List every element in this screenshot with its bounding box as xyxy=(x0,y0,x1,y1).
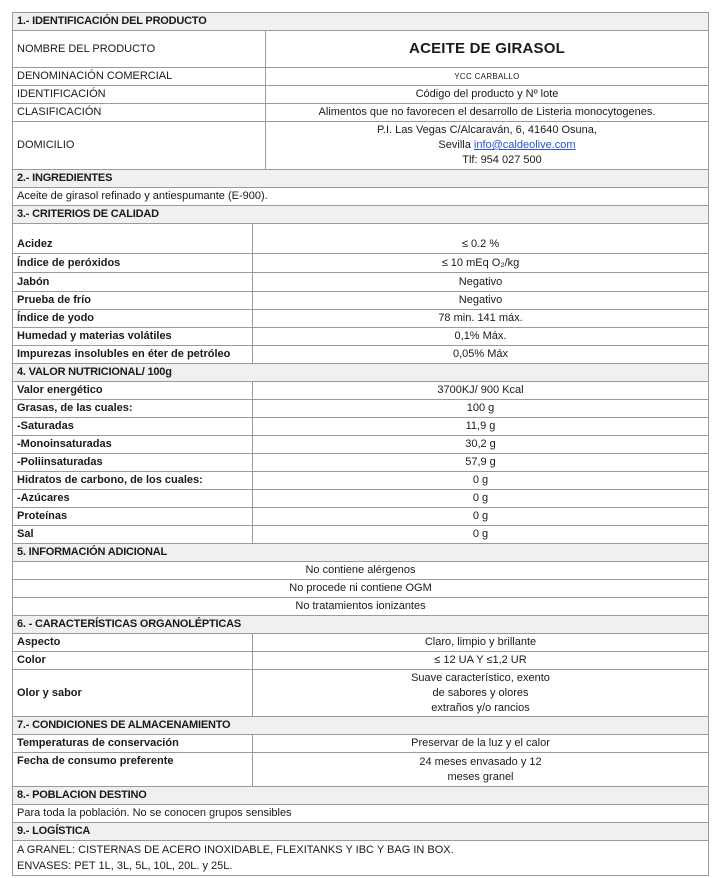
label-grasas: Grasas, de las cuales: xyxy=(13,400,253,418)
label-impurezas: Impurezas insolubles en éter de petróleo xyxy=(13,346,253,364)
section-criterios-calidad xyxy=(12,205,709,364)
temperaturas-value: Preservar de la luz y el calor xyxy=(253,735,709,753)
denominacion-value: YCC CARBALLO xyxy=(454,72,520,81)
section-ingredientes xyxy=(12,169,709,206)
label-nombre-producto: NOMBRE DEL PRODUCTO xyxy=(13,31,266,68)
label-color: Color xyxy=(13,652,253,670)
monoinsaturadas-value: 30,2 g xyxy=(253,436,709,454)
peroxidos-value: ≤ 10 mEq O₂/kg xyxy=(253,254,709,273)
impurezas-value: 0,05% Máx xyxy=(253,346,709,364)
jabon-value: Negativo xyxy=(253,273,709,292)
section-poblacion-destino xyxy=(12,786,709,823)
section-identificacion xyxy=(12,12,709,170)
valor-energetico-value: 3700KJ/ 900 Kcal xyxy=(253,382,709,400)
section-title: 7.- CONDICIONES DE ALMACENAMIENTO xyxy=(13,717,709,735)
label-humedad: Humedad y materias volátiles xyxy=(13,328,253,346)
product-name: ACEITE DE GIRASOL xyxy=(409,39,565,57)
humedad-value: 0,1% Máx. xyxy=(253,328,709,346)
label-clasificacion: CLASIFICACIÓN xyxy=(13,104,266,122)
label-temperaturas: Temperaturas de conservación xyxy=(13,735,253,753)
label-jabon: Jabón xyxy=(13,273,253,292)
label-denominacion: DENOMINACIÓN COMERCIAL xyxy=(13,68,266,86)
section-almacenamiento xyxy=(12,716,709,787)
section-title: 2.- INGREDIENTES xyxy=(13,170,709,188)
clasificacion-value: Alimentos que no favorecen el desarrollo de Listeria monocytogenes. xyxy=(266,104,709,122)
aspecto-value: Claro, limpio y brillante xyxy=(253,634,709,652)
label-poliinsaturadas: -Poliinsaturadas xyxy=(13,454,253,472)
identificacion-value: Código del producto y Nº lote xyxy=(266,86,709,104)
color-value: ≤ 12 UA Y ≤1,2 UR xyxy=(253,652,709,670)
label-acidez: Acidez xyxy=(13,224,253,254)
domicilio-value xyxy=(266,122,709,170)
section-title: 3.- CRITERIOS DE CALIDAD xyxy=(13,206,709,224)
label-indice-yodo: Índice de yodo xyxy=(13,310,253,328)
label-peroxidos: Índice de peróxidos xyxy=(13,254,253,273)
poliinsaturadas-value: 57,9 g xyxy=(253,454,709,472)
section-informacion-adicional xyxy=(12,543,709,616)
olor-sabor-value: Suave característico, exento de sabores y olores extraños y/o rancios xyxy=(253,670,709,717)
fecha-consumo-value: 24 meses envasado y 12 meses granel xyxy=(253,753,709,787)
phone: Tlf: 954 027 500 xyxy=(462,154,542,166)
saturadas-value: 11,9 g xyxy=(253,418,709,436)
section-organolepticas xyxy=(12,615,709,717)
section-logistica xyxy=(12,822,709,876)
azucares-value: 0 g xyxy=(253,490,709,508)
section-title: 6. - CARACTERÍSTICAS ORGANOLÉPTICAS xyxy=(13,616,709,634)
label-hidratos: Hidratos de carbono, de los cuales: xyxy=(13,472,253,490)
section-valor-nutricional xyxy=(12,363,709,544)
section-title: 1.- IDENTIFICACIÓN DEL PRODUCTO xyxy=(13,13,709,31)
label-prueba-frio: Prueba de frío xyxy=(13,292,253,310)
poblacion-text: Para toda la población. No se conocen grupos sensibles xyxy=(13,805,709,823)
info-item: No contiene alérgenos xyxy=(13,562,709,580)
label-olor-sabor: Olor y sabor xyxy=(13,670,253,717)
label-fecha-consumo: Fecha de consumo preferente xyxy=(13,753,253,787)
product-spec-sheet xyxy=(12,12,709,876)
hidratos-value: 0 g xyxy=(253,472,709,490)
email-link[interactable]: info@caldeolive.com xyxy=(473,139,576,151)
label-saturadas: -Saturadas xyxy=(13,418,253,436)
label-monoinsaturadas: -Monoinsaturadas xyxy=(13,436,253,454)
info-item: No procede ni contiene OGM xyxy=(13,580,709,598)
acidez-value: ≤ 0.2 % xyxy=(253,224,709,254)
address-line: P.I. Las Vegas C/Alcaraván, 6, 41640 Osuna, xyxy=(377,124,597,136)
section-title: 9.- LOGÍSTICA xyxy=(13,823,709,841)
ingredientes-text: Aceite de girasol refinado y antiespumante (E-900). xyxy=(13,188,709,206)
indice-yodo-value: 78 min. 141 máx. xyxy=(253,310,709,328)
section-title: 4. VALOR NUTRICIONAL/ 100g xyxy=(13,364,709,382)
prueba-frio-value: Negativo xyxy=(253,292,709,310)
sal-value: 0 g xyxy=(253,526,709,544)
section-title: 8.- POBLACION DESTINO xyxy=(13,787,709,805)
proteinas-value: 0 g xyxy=(253,508,709,526)
label-azucares: -Azúcares xyxy=(13,490,253,508)
city: Sevilla xyxy=(438,139,474,151)
grasas-value: 100 g xyxy=(253,400,709,418)
label-sal: Sal xyxy=(13,526,253,544)
label-identificacion: IDENTIFICACIÓN xyxy=(13,86,266,104)
label-proteinas: Proteínas xyxy=(13,508,253,526)
info-item: No tratamientos ionizantes xyxy=(13,598,709,616)
logistica-text: A GRANEL: CISTERNAS DE ACERO INOXIDABLE, FLEXITANKS Y IBC Y BAG IN BOX. ENVASES: PET 1L, 3L, 5L, 10L, 20L. y 25L. xyxy=(13,841,709,876)
label-domicilio: DOMICILIO xyxy=(13,122,266,170)
section-title: 5. INFORMACIÓN ADICIONAL xyxy=(13,544,709,562)
label-aspecto: Aspecto xyxy=(13,634,253,652)
label-valor-energetico: Valor energético xyxy=(13,382,253,400)
